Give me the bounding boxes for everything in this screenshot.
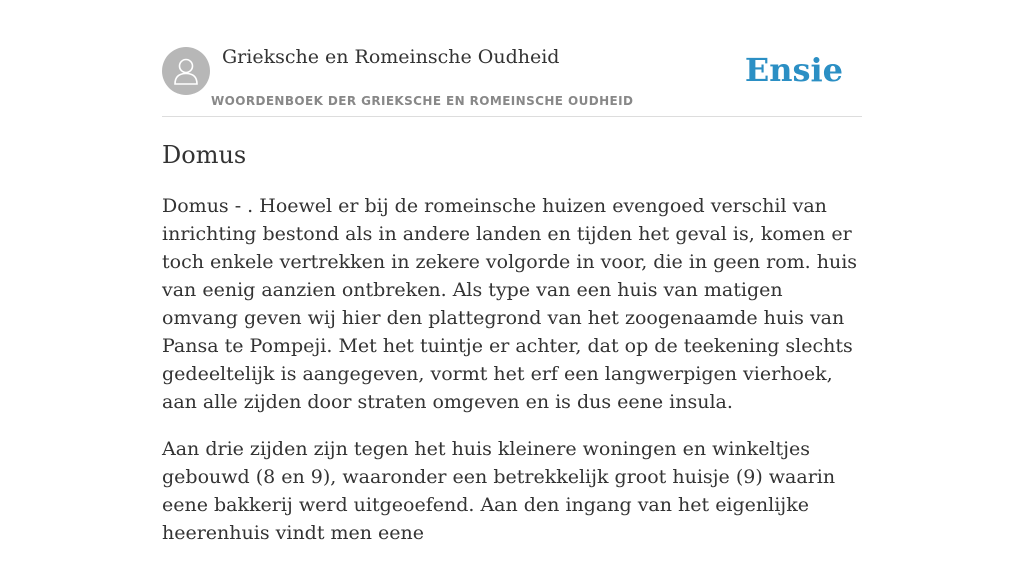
entry-paragraph: Aan drie zijden zijn tegen het huis kleinere woningen en winkeltjes gebouwd (8 en 9), waaronder een betrekkelijk groot huisje (9) waarin eene bakkerij werd uitgeoefend. Aan den ingang van het eigenlijke heerenhuis vindt men eene xyxy=(162,438,836,544)
brand-logo[interactable]: Ensie xyxy=(744,51,843,89)
source-title[interactable]: Grieksche en Romeinsche Oudheid xyxy=(222,46,560,68)
source-header xyxy=(162,0,862,117)
entry-content xyxy=(162,192,862,566)
entry-title: Domus xyxy=(162,141,247,169)
source-subtitle: WOORDENBOEK DER GRIEKSCHE EN ROMEINSCHE OUDHEID xyxy=(211,94,634,108)
page xyxy=(162,0,862,544)
user-icon xyxy=(172,56,200,86)
source-avatar[interactable] xyxy=(162,47,210,95)
entry-paragraph: Domus - . Hoewel er bij de romeinsche huizen evengoed verschil van inrichting bestond als in andere landen en tijden het geval is, komen er toch enkele vertrekken in zekere volgorde in voor, die in geen rom. huis van eenig aanzien ontbreken. Als type van een huis van matigen omvang geven wij hier den plattegrond van het zoogenaamde huis van Pansa te Pompeji. Met het tuintje er achter, dat op de teekening slechts gedeeltelijk is aangegeven, vormt het erf een langwerpigen vierhoek, aan alle zijden door straten omgeven en is dus eene insula. xyxy=(162,195,858,413)
